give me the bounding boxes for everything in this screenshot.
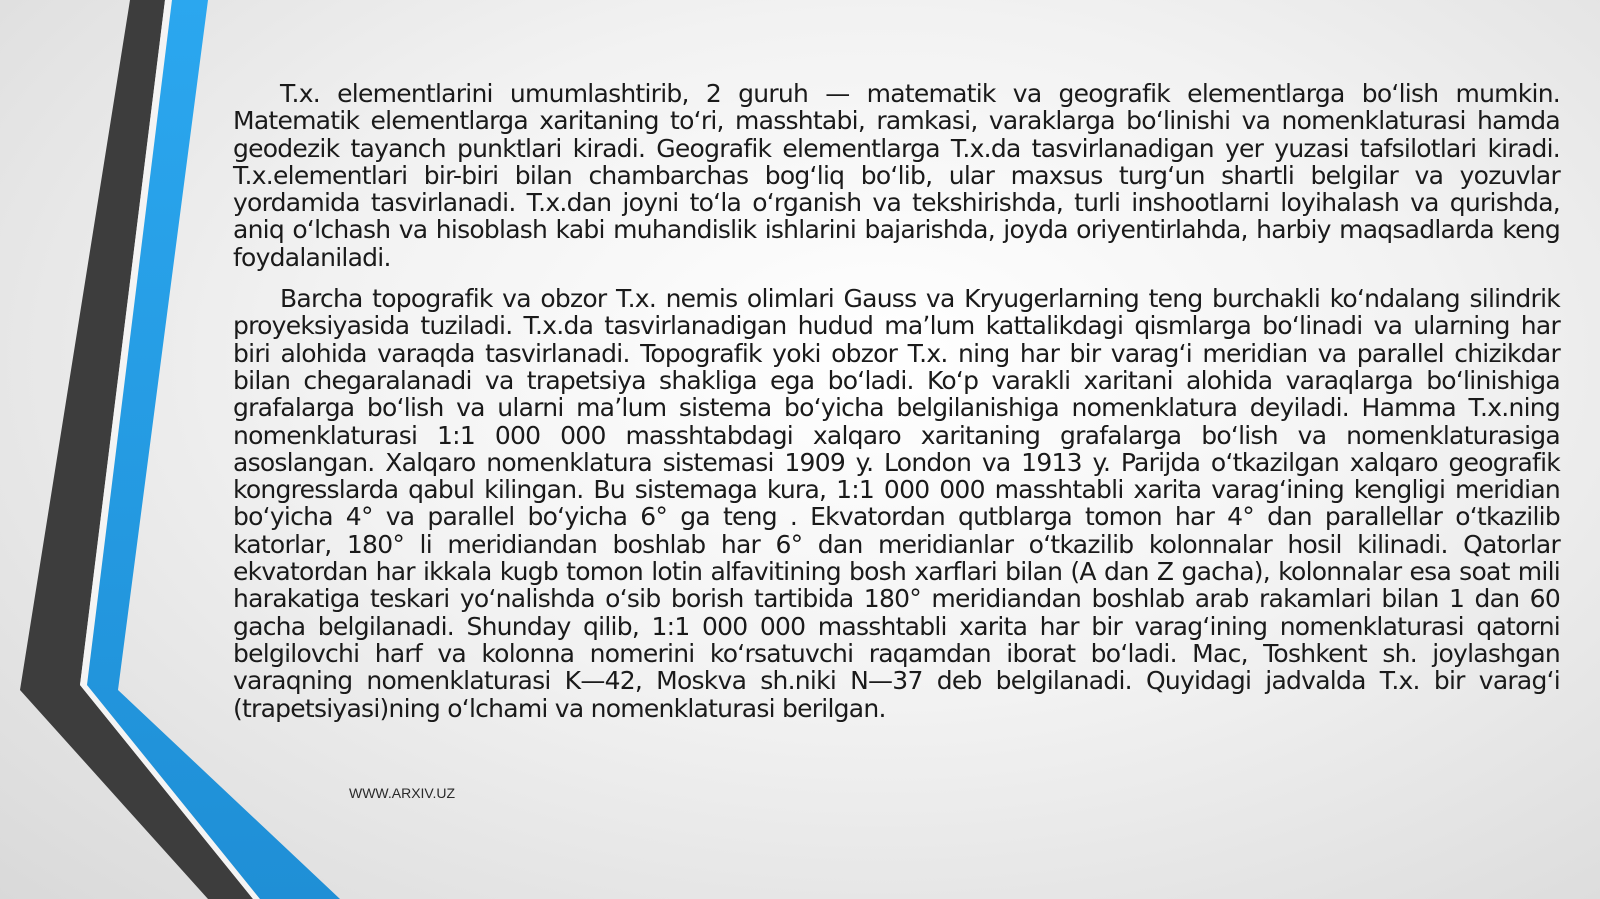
paragraph-1: T.x. elementlarini umumlashtirib, 2 guruh — matematik va geografik elementlarga boʻlish mumkin. Matematik elementlarga xaritaning toʻri, masshtabi, ramkasi, varaklarga boʻlinishi va nomenklaturasi hamda geodezik tayanch punktlari kiradi. Geografik elementlarga T.x.da tasvirlanadigan yer yuzasi tafsilotlari kiradi. T.x.elementlari bir-biri bilan chambarchas bogʻliq boʻlib, ular maxsus turgʻun shartli belgilar va yozuvlar yordamida tasvirlanadi. T.x.dan joyni toʻla oʻrganish va tekshirishda, turli inshootlarni loyihalash va qurishda, aniq oʻlchash va hisoblash kabi muhandislik ishlarini bajarishda, joyda oriyentirlahda, harbiy maqsadlarda keng foydalaniladi. [233,79,1560,272]
footer-website-label: WWW.ARXIV.UZ [349,785,456,801]
paragraph-2: Barcha topografik va obzor T.x. nemis olimlari Gauss va Kryugerlarning teng burchakli koʻndalang silindrik proyeksiyasida tuziladi. T.x.da tasvirlanadigan hudud maʼlum kattalikdagi qismlarga boʻlinadi va ularning har biri alohida varaqda tasvirlanadi. Topografik yoki obzor T.x. ning har bir varagʻi meridian va parallel chizikdar bilan chegaralanadi va trapetsiya shakliga ega boʻladi. Koʻp varakli xaritani alohida varaqlarga boʻlinishiga grafalarga boʻlish va ularni maʼlum sistema boʻyicha belgilanishiga nomenklatura deyiladi. Hamma T.x.ning nomenklaturasi 1:1 000 000 masshtabdagi xalqaro xaritaning grafalarga boʻlish va nomenklaturasiga asoslangan. Xalqaro nomenklatura sistemasi 1909 y. London va 1913 y. Parijda oʻtkazilgan xalqaro geografik kongresslarda qabul kilingan. Bu sistemaga kura, 1:1 000 000 masshtabli xarita varagʻining kengligi meridian boʻyicha 4° va parallel boʻyicha 6° ga teng . Ekvatordan qutblarga tomon har 4° dan parallellar oʻtkazilib katorlar, 180° li meridiandan boshlab har 6° dan meridianlar oʻtkazilib kolonnalar hosil kilinadi. Qatorlar ekvatordan har ikkala kugb tomon lotin alfavitining bosh xarflari bilan (A dan Z gacha), kolonnalar esa soat mili harakatiga teskari yoʻnalishda oʻsib borish tartibida 180° meridiandan boshlab arab rakamlari bilan 1 dan 60 gacha belgilanadi. Shunday qilib, 1:1 000 000 masshtabli xarita har bir varagʻining nomenklaturasi qatorni belgilovchi harf va kolonna nomerini koʻrsatuvchi raqamdan iborat boʻladi. Mac, Toshkent sh. joylashgan varaqning nomenklaturasi K—42, Moskva sh.niki N—37 deb belgilanadi. Quyidagi jadvalda T.x. bir varagʻi (trapetsiyasi)ning oʻlchami va nomenklaturasi berilgan. [233,284,1560,723]
text-body [233,80,1560,736]
